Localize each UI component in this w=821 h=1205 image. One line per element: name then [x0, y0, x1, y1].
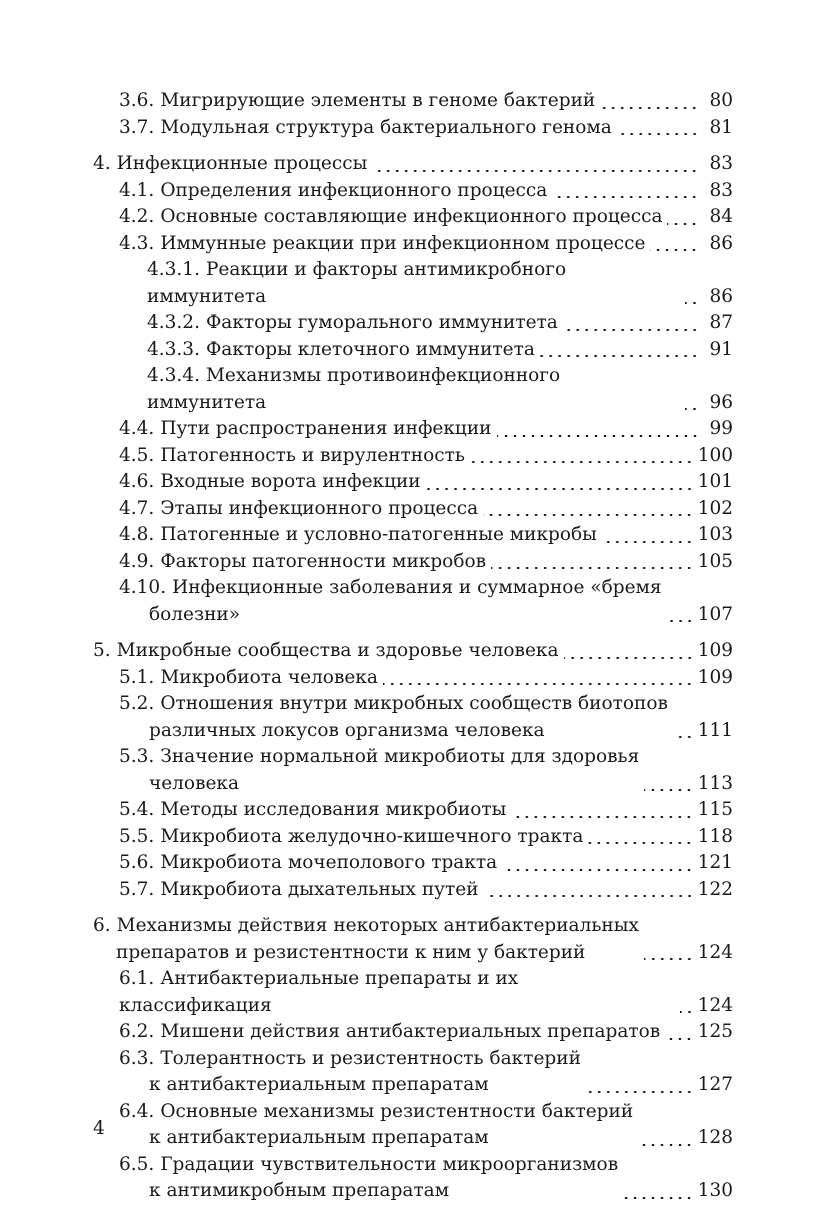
toc-entry[interactable]	[93, 1152, 733, 1205]
toc-entry-title: Пути распространения инфекции	[160, 418, 492, 439]
toc-entry-text	[119, 850, 497, 877]
toc-entry[interactable]	[93, 204, 733, 231]
dot-leader	[586, 1091, 694, 1093]
toc-entry-number: 6.	[93, 915, 111, 936]
toc-entry-page: 99	[709, 418, 733, 439]
toc-entry-text	[119, 549, 486, 576]
toc-entry-number: 5.4.	[119, 799, 155, 820]
toc-entry-page: 128	[697, 1127, 733, 1148]
toc-entry-text	[119, 443, 465, 470]
toc-entry-title-continuation: человека	[149, 772, 240, 794]
toc-entry-title: Основные составляющие инфекционного процесса	[160, 206, 663, 227]
toc-entry[interactable]	[93, 638, 733, 665]
toc-entry-title: Антибактериальные препараты и их классификация	[119, 968, 519, 1016]
toc-entry-text	[119, 1046, 581, 1099]
dot-leader	[685, 408, 699, 410]
toc-entry-text	[119, 88, 595, 115]
toc-entry-text	[119, 575, 662, 628]
toc-entry-title: Микробные сообщества и здоровье человека	[116, 640, 559, 661]
toc-entry-page: 86	[709, 232, 733, 254]
toc-entry-text	[119, 824, 583, 851]
toc-entry-number: 5.3.	[119, 746, 155, 767]
toc-entry-number: 5.1.	[119, 666, 155, 688]
toc-entry-text	[93, 151, 367, 178]
toc-entry-page: 86	[709, 285, 733, 307]
toc-entry-number: 5.	[93, 640, 111, 661]
toc-entry-page: 91	[709, 338, 733, 360]
toc-entry-number: 6.5.	[119, 1153, 155, 1175]
toc-entry-number: 4.7.	[119, 497, 155, 519]
toc-entry[interactable]	[93, 744, 733, 797]
toc-entry-number: 3.7.	[119, 116, 155, 138]
toc-entry-text	[147, 310, 558, 337]
toc-entry-title: Факторы патогенности микробов	[160, 550, 487, 572]
toc-entry[interactable]	[93, 363, 733, 416]
toc-entry-page: 81	[709, 116, 733, 138]
toc-entry-number: 4.10.	[119, 577, 167, 598]
toc-entry-number: 4.4.	[119, 418, 155, 439]
dot-leader	[617, 133, 699, 135]
toc-entry-number: 6.1.	[119, 968, 155, 989]
dot-leader	[383, 683, 694, 685]
dot-leader	[650, 249, 699, 251]
toc-entry-text	[119, 115, 612, 142]
page-number: 4	[93, 1118, 105, 1139]
toc-entry[interactable]	[93, 231, 733, 258]
toc-entry-title: Мигрирующие элементы в геноме бактерий	[160, 90, 596, 111]
toc-entry-page: 124	[697, 941, 733, 963]
toc-entry-title: Градации чувствительности микроорганизмов	[160, 1153, 619, 1175]
toc-entry-title: Механизмы действия некоторых антибактериальных	[116, 915, 639, 936]
dot-leader	[502, 869, 694, 871]
dot-leader	[563, 329, 699, 331]
toc-entry-title: Входные ворота инфекции	[160, 471, 421, 492]
toc-entry[interactable]	[93, 1046, 733, 1099]
toc-entry-page: 83	[709, 179, 733, 201]
toc-entry-title: Микробиота мочеполового тракта	[160, 852, 498, 873]
toc-entry[interactable]	[93, 575, 733, 628]
dot-leader	[588, 842, 693, 844]
dot-leader	[372, 170, 699, 172]
dot-leader	[484, 895, 694, 897]
dot-leader	[685, 302, 699, 304]
toc-entry-page: 84	[709, 206, 733, 227]
toc-entry-title-continuation: препаратов и резистентности к ним у бактерий	[116, 941, 586, 963]
toc-entry-page: 127	[697, 1074, 733, 1095]
dot-leader	[426, 488, 694, 490]
toc-entry-page: 125	[697, 1021, 733, 1042]
dot-leader	[483, 514, 694, 516]
dot-leader	[665, 1038, 693, 1040]
toc-entry-title: Микробиота желудочно-кишечного тракта	[160, 825, 584, 847]
toc-entry-page: 80	[709, 90, 733, 111]
toc-entry-page: 124	[697, 994, 733, 1016]
toc-entry[interactable]	[93, 966, 733, 1019]
toc-entry[interactable]	[93, 416, 733, 443]
toc-entry-number: 4.3.4.	[147, 365, 200, 386]
toc-entry-title-continuation: различных локусов организма человека	[149, 719, 545, 741]
toc-entry-number: 6.2.	[119, 1021, 155, 1042]
toc-entry-title: Отношения внутри микробных сообществ биотопов	[160, 693, 668, 714]
toc-entry-page: 115	[697, 799, 733, 820]
toc-entry-text	[119, 1019, 660, 1046]
toc-entry-title: Инфекционные заболевания и суммарное «бремя	[172, 577, 662, 598]
toc-entry-text	[93, 638, 559, 665]
toc-entry-text	[119, 744, 639, 797]
toc-entry-title: Значение нормальной микробиоты для здоровья	[160, 746, 640, 767]
toc-entry[interactable]	[93, 151, 733, 178]
dot-leader	[470, 461, 694, 463]
toc-entry-title: Толерантность и резистентность бактерий	[160, 1047, 581, 1069]
toc-entry[interactable]	[93, 178, 733, 205]
dot-leader	[667, 223, 699, 225]
toc-entry[interactable]	[93, 496, 733, 523]
toc-entry-text	[119, 877, 479, 904]
toc-entry-number: 5.6.	[119, 852, 155, 873]
toc-entry-title-continuation: к антибактериальным препаратам	[149, 1127, 489, 1148]
dot-leader	[602, 541, 694, 543]
toc-entry[interactable]	[93, 1099, 733, 1152]
toc-entry-title: Механизмы противоинфекционного иммунитета	[147, 365, 561, 413]
toc-entry-title: Микробиота дыхательных путей	[160, 878, 479, 900]
toc-entry-page: 113	[697, 772, 733, 794]
toc-entry-page: 107	[697, 603, 733, 625]
dot-leader	[673, 736, 694, 738]
toc-entry[interactable]	[93, 115, 733, 142]
toc-entry-text	[147, 363, 680, 416]
toc-entry-page: 122	[697, 878, 733, 900]
toc-entry-title: Определения инфекционного процесса	[160, 179, 548, 201]
toc-entry-page: 121	[697, 852, 733, 873]
toc-entry[interactable]	[93, 850, 733, 877]
toc-entry-title: Мишени действия антибактериальных препаратов	[160, 1021, 661, 1042]
toc-entry-page: 103	[697, 524, 733, 545]
toc-entry[interactable]	[93, 824, 733, 851]
toc-entry-number: 4.6.	[119, 471, 155, 492]
toc-entry-text	[119, 797, 506, 824]
dot-leader	[540, 355, 699, 357]
toc-entry-text	[119, 178, 547, 205]
toc-entry-page: 109	[697, 640, 733, 661]
dot-leader	[680, 1011, 694, 1013]
toc-entry-title: Инфекционные процессы	[116, 153, 368, 174]
toc-entry-title: Модульная структура бактериального генома	[160, 116, 612, 138]
toc-entry-number: 4.2.	[119, 206, 155, 227]
toc-entry-page: 101	[697, 471, 733, 492]
toc-entry[interactable]	[93, 310, 733, 337]
dot-leader	[623, 1197, 694, 1199]
toc-entry-title: Методы исследования микробиоты	[160, 799, 507, 820]
toc-entry-page: 96	[709, 391, 733, 413]
toc-entry[interactable]	[93, 877, 733, 904]
toc-entry-title-continuation: к антимикробным препаратам	[149, 1180, 450, 1201]
toc-entry-text	[119, 1099, 633, 1152]
dot-leader	[491, 567, 694, 569]
toc-entry-number: 4.	[93, 153, 111, 174]
toc-entry-page: 83	[709, 153, 733, 174]
toc-entry[interactable]	[93, 257, 733, 310]
toc-entry-text	[93, 913, 639, 966]
dot-leader	[497, 435, 700, 437]
toc-entry-number: 3.6.	[119, 90, 155, 111]
dot-leader	[511, 816, 693, 818]
toc-entry-number: 4.3.2.	[147, 312, 200, 333]
toc-entry[interactable]	[93, 522, 733, 549]
toc-entry[interactable]	[93, 797, 733, 824]
toc-entry-text	[119, 691, 668, 744]
toc-entry-number: 4.8.	[119, 524, 155, 545]
toc-entry-page: 118	[697, 825, 733, 847]
dot-leader	[552, 196, 699, 198]
toc-entry[interactable]	[93, 549, 733, 576]
toc-entry-text	[147, 257, 680, 310]
toc-entry-title: Факторы клеточного иммунитета	[205, 338, 535, 360]
toc-entry-text	[119, 416, 492, 443]
toc-entry-title: Этапы инфекционного процесса	[160, 497, 479, 519]
dot-leader	[564, 657, 694, 659]
toc-entry-title: Иммунные реакции при инфекционном процессе	[160, 232, 646, 254]
toc-entry-title: Факторы гуморального иммунитета	[205, 312, 558, 333]
dot-leader	[638, 1144, 694, 1146]
dot-leader	[644, 789, 693, 791]
toc-entry-title: Патогенность и вирулентность	[160, 444, 465, 466]
toc-entry-page: 111	[697, 719, 733, 741]
toc-entry[interactable]	[93, 665, 733, 692]
toc-entry-number: 4.3.3.	[147, 338, 200, 360]
toc-entry-number: 6.4.	[119, 1100, 155, 1122]
toc-entry-text	[119, 204, 662, 231]
toc-entry-page: 102	[697, 497, 733, 519]
toc-entry-page: 109	[697, 666, 733, 688]
toc-entry-number: 5.5.	[119, 825, 155, 847]
toc-entry[interactable]	[93, 691, 733, 744]
toc-entry-title-continuation: к антибактериальным препаратам	[149, 1074, 489, 1095]
toc-entry-title: Патогенные и условно-патогенные микробы	[160, 524, 597, 545]
toc-entry[interactable]	[93, 913, 733, 966]
toc-entry-text	[119, 469, 421, 496]
toc-entry-number: 4.3.1.	[147, 259, 200, 280]
dot-leader	[600, 107, 699, 109]
toc-entry-title: Микробиота человека	[160, 666, 378, 688]
toc-entry-text	[119, 966, 675, 1019]
toc-entry-text	[147, 337, 535, 364]
toc-entry[interactable]	[93, 469, 733, 496]
toc-entry-text	[119, 1152, 618, 1205]
toc-entry-page: 130	[697, 1180, 733, 1201]
toc-entry-number: 5.2.	[119, 693, 155, 714]
toc-entry-title: Реакции и факторы антимикробного иммунитета	[147, 259, 567, 307]
toc-entry-number: 4.9.	[119, 550, 155, 572]
toc-entry[interactable]	[93, 337, 733, 364]
toc-entry-title-continuation: болезни»	[149, 603, 241, 625]
toc-entry-text	[119, 665, 378, 692]
toc-entry-number: 4.5.	[119, 444, 155, 466]
toc-entry-number: 4.1.	[119, 179, 155, 201]
toc-entry[interactable]	[93, 88, 733, 115]
toc-entry-number: 5.7.	[119, 878, 155, 900]
table-of-contents	[93, 88, 733, 1205]
toc-entry[interactable]	[93, 1019, 733, 1046]
dot-leader	[644, 958, 694, 960]
toc-entry-page: 100	[697, 444, 733, 466]
toc-entry-number: 4.3.	[119, 232, 155, 254]
toc-entry-text	[119, 231, 645, 258]
toc-entry-number: 6.3.	[119, 1047, 155, 1069]
dot-leader	[667, 620, 694, 622]
toc-entry-page: 105	[697, 550, 733, 572]
toc-entry-text	[119, 496, 478, 523]
toc-entry[interactable]	[93, 443, 733, 470]
toc-entry-page: 87	[709, 312, 733, 333]
toc-entry-text	[119, 522, 597, 549]
toc-entry-title: Основные механизмы резистентности бактерий	[160, 1100, 634, 1122]
